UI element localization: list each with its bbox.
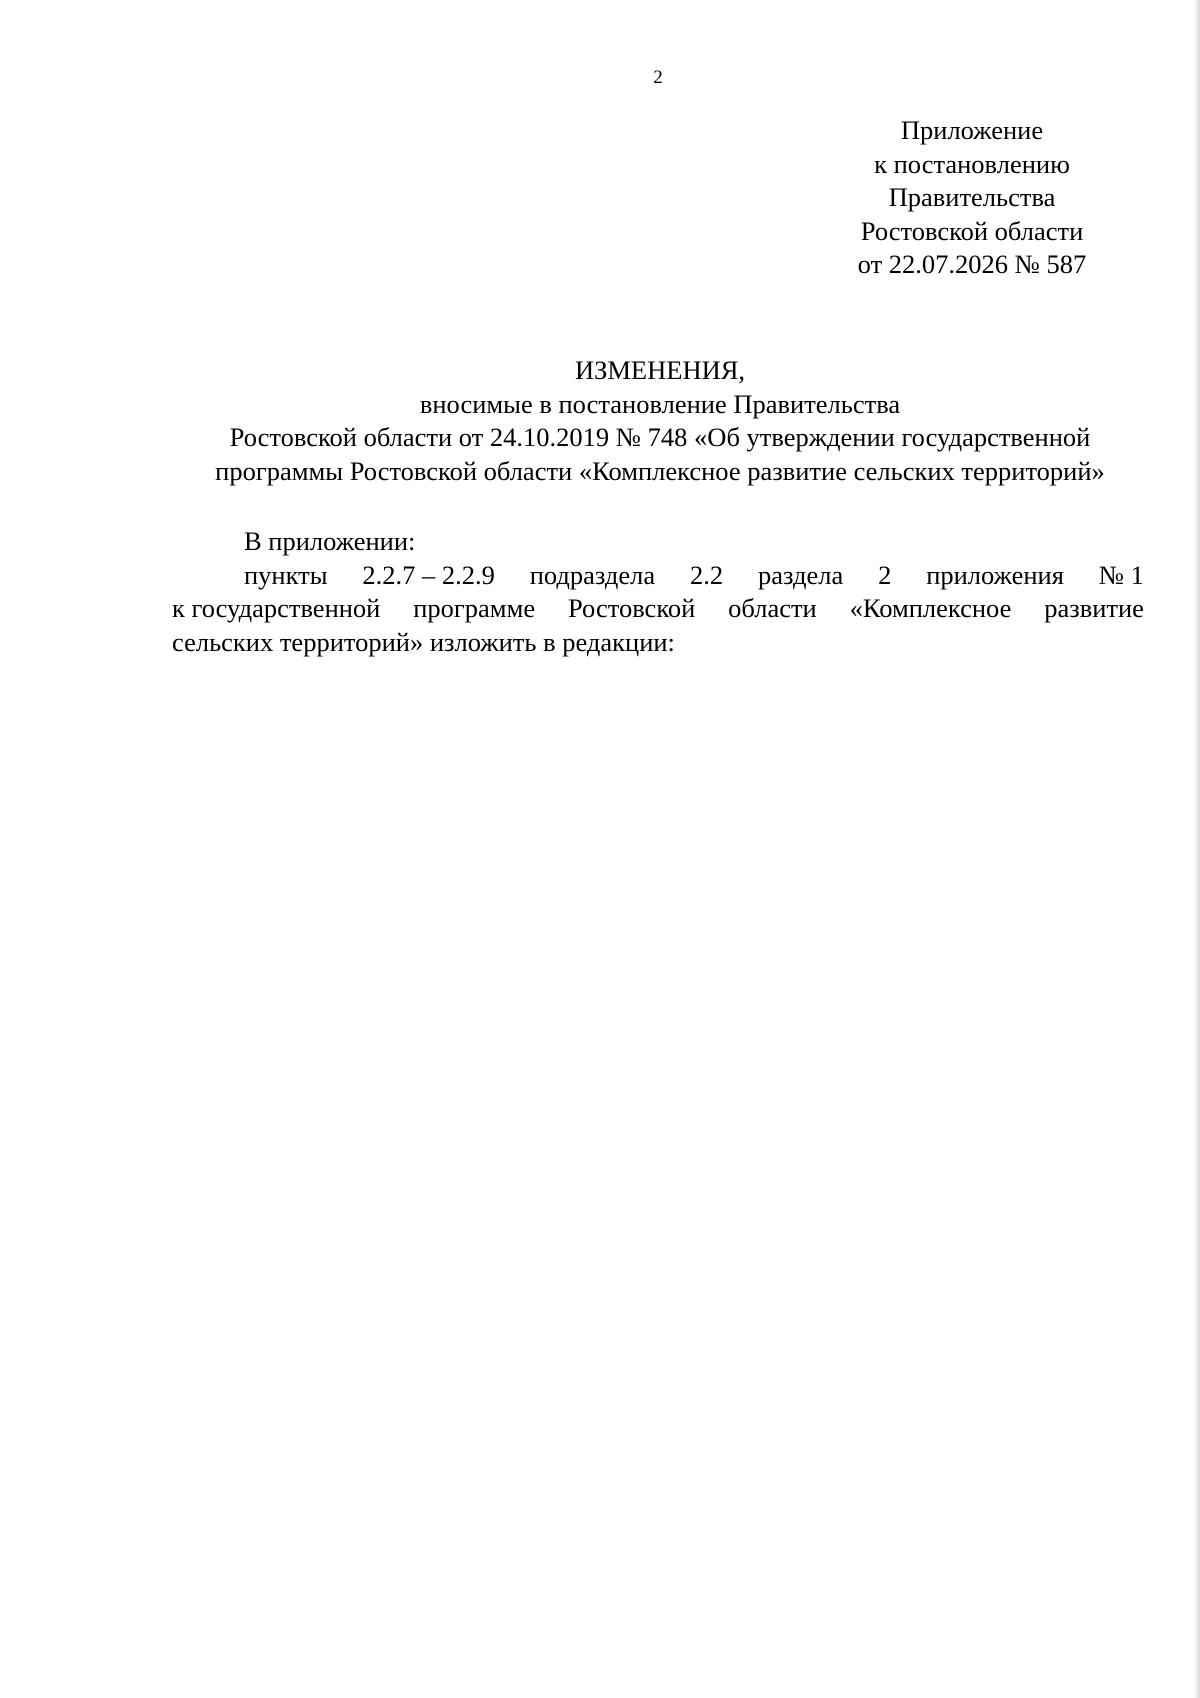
title-line: Ростовской области от 24.10.2019 № 748 «Об утверждении государственной (229, 422, 1091, 452)
word: 2 (878, 559, 892, 590)
word: программе (413, 593, 536, 623)
word: Ростовской (567, 593, 696, 623)
word: 2.2 (690, 559, 724, 590)
word: № 1 (1098, 559, 1144, 590)
word: раздела (757, 559, 844, 590)
page-number: 2 (653, 67, 663, 88)
title-line: вносимые в постановление Правительства (419, 388, 901, 419)
body-line-3: сельских территорий» изложить в редакции: (172, 626, 675, 657)
appendix-line: к постановлению (874, 148, 1070, 179)
word: «Комплексное (849, 593, 1012, 623)
body-text (172, 525, 1144, 659)
appendix-header (842, 114, 1102, 282)
word: 2.2.7 – 2.2.9 (362, 559, 495, 590)
body-line-1 (172, 559, 1144, 593)
appendix-line: Приложение (900, 115, 1044, 145)
title-line: программы Ростовской области «Комплексное развитие сельских территорий» (215, 455, 1105, 486)
title-heading: ИЗМЕНЕНИЯ, (574, 355, 746, 385)
appendix-line: Ростовской области (860, 215, 1084, 246)
word: подраздела (529, 559, 656, 590)
body-line-2 (172, 592, 1144, 626)
body-lead-paragraph: В приложении: (244, 526, 416, 556)
document-title (160, 354, 1160, 488)
word: пункты (244, 559, 328, 590)
word: приложения (926, 559, 1064, 590)
word: к государственной (172, 593, 381, 623)
appendix-line: от 22.07.2026 № 587 (857, 249, 1087, 279)
appendix-line: Правительства (888, 182, 1056, 212)
word: области (728, 593, 817, 623)
word: развитие (1044, 593, 1144, 623)
page-edge-shadow (1194, 0, 1200, 1698)
